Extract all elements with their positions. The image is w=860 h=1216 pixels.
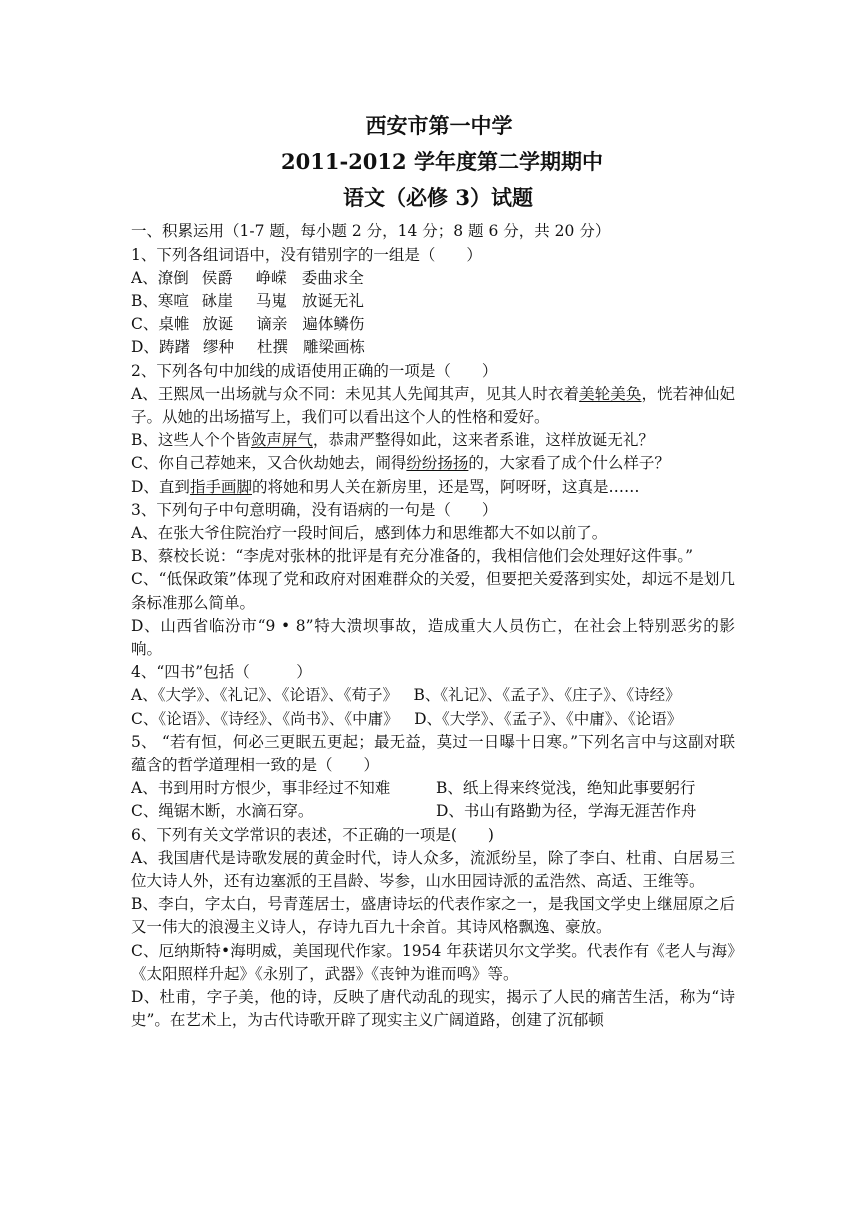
option-b: B、纸上得来终觉浅，绝知此事要躬行	[436, 779, 696, 798]
question-1-option-d	[131, 336, 735, 359]
word: 遍体鳞伤	[302, 315, 365, 334]
exam-page	[131, 108, 735, 1032]
term-title: 2011-2012 学年度第二学期期中	[281, 149, 603, 174]
underlined-idiom: 纷纷扬扬	[406, 454, 469, 473]
option-text: ，恍若神仙妃子。从她的出场描写上，我们可以看出这个人的性格和爱好。	[131, 384, 735, 426]
question-1-option-a	[131, 267, 735, 290]
option-label: A、	[131, 268, 158, 287]
word: 放诞无礼	[301, 291, 364, 310]
question-6-option-d: D、杜甫，字子美，他的诗，反映了唐代动乱的现实，揭示了人民的痛苦生活，称为“诗史”。在艺术上，为古代诗歌开辟了现实主义广阔道路，创建了沉郁顿	[131, 988, 735, 1030]
option-label: C、	[131, 315, 159, 334]
option-a: A、书到用时方恨少，事非经过不知难	[131, 779, 391, 798]
question-1-option-b	[131, 290, 735, 313]
underlined-idiom: 指手画脚	[189, 477, 252, 496]
word: 委曲求全	[301, 268, 364, 287]
option-d: D、书山有路勤为径，学海无涯苦作舟	[436, 802, 697, 821]
question-3-option-b: B、蔡校长说：“李虎对张林的批评是有充分准备的，我相信他们会处理好这件事。”	[131, 547, 693, 566]
exam-title: 语文（必修 3）试题	[343, 185, 533, 210]
option-c: C、绳锯木断，水滴石穿。	[131, 802, 314, 821]
question-2-stem: 2、下列各句中加线的成语使用正确的一项是（ ）	[131, 361, 498, 380]
word: 潦倒	[157, 268, 189, 287]
question-2-option-d	[131, 476, 735, 499]
option-label: D、	[131, 338, 159, 357]
option-label: B、	[131, 291, 158, 310]
option-d: D、《大学》、《孟子》、《中庸》、《论语》	[414, 709, 683, 728]
word: 峥嵘	[255, 268, 287, 287]
question-5-options-cd	[131, 800, 735, 823]
word: 侯爵	[201, 268, 233, 287]
word: 雕梁画栋	[302, 338, 365, 357]
question-6-option-c: C、厄纳斯特•海明威，美国现代作家。1954 年获诺贝尔文学奖。代表作有《老人与海》《太阳照样升起》《永别了，武器》《丧钟为谁而鸣》等。	[131, 941, 735, 983]
question-3-option-d: D、山西省临汾市“9 • 8”特大溃坝事故，造成重大人员伤亡，在社会上特别恶劣的影响。	[131, 616, 735, 658]
question-2-option-b	[131, 429, 735, 452]
option-text: D、直到	[131, 477, 190, 496]
option-text: 的，大家看了成个什么样子？	[468, 454, 670, 473]
option-b: B、《礼记》、《孟子》、《庄子》、《诗经》	[413, 686, 681, 705]
question-2-option-c	[131, 452, 735, 475]
question-4-options-ab	[131, 684, 735, 707]
word: 放诞	[202, 315, 234, 334]
question-6-option-a: A、我国唐代是诗歌发展的黄金时代，诗人众多，流派纷呈，除了李白、杜甫、白居易三位大诗人外，还有边塞派的王昌龄、岑参，山水田园诗派的孟浩然、高适、王维等。	[131, 848, 735, 890]
word: 砯崖	[201, 291, 233, 310]
question-3-stem: 3、下列句子中句意明确，没有语病的一句是（ ）	[131, 500, 498, 519]
option-text: 的将她和男人关在新房里，还是骂，阿呀呀，这真是……	[251, 477, 640, 496]
underlined-idiom: 敛声屏气	[250, 431, 313, 450]
word: 谪亲	[256, 315, 288, 334]
school-title: 西安市第一中学	[365, 113, 513, 138]
word: 杜撰	[256, 338, 288, 357]
option-text: C、你自己荐她来，又合伙劫她去，闹得	[131, 454, 407, 473]
underlined-idiom: 美轮美奂	[579, 384, 642, 403]
question-5-stem: 5、 “若有恒，何必三更眠五更起；最无益，莫过一日曝十日寒。”下列名言中与这副对联蕴含的哲学道理相一致的是（ ）	[131, 732, 735, 774]
option-c: C、《论语》、《诗经》、《尚书》、《中庸》	[131, 709, 399, 728]
question-4-options-cd	[131, 708, 735, 731]
question-5-options-ab	[131, 777, 735, 800]
word: 寒喧	[157, 291, 189, 310]
section-heading: 一、积累运用（1-7 题，每小题 2 分，14 分；8 题 6 分，共 20 分）	[131, 222, 611, 240]
option-a: A、《大学》、《礼记》、《论语》、《荀子》	[131, 686, 398, 705]
word: 桌帷	[158, 315, 190, 334]
question-2-option-a	[131, 383, 735, 429]
question-6-option-b: B、李白，字太白，号青莲居士，盛唐诗坛的代表作家之一，是我国文学史上继屈原之后又一伟大的浪漫主义诗人，存诗九百九十余首。其诗风格飘逸、豪放。	[131, 895, 735, 937]
question-3-option-a: A、在张大爷住院治疗一段时间后，感到体力和思维都大不如以前了。	[131, 523, 608, 542]
question-1-stem: 1、下列各组词语中，没有错别字的一组是（ ）	[131, 245, 482, 264]
question-1-option-c	[131, 313, 735, 336]
question-6-stem: 6、下列有关文学常识的表述，不正确的一项是( )	[131, 825, 494, 844]
question-4-stem: 4、“四书”包括（ ）	[131, 663, 312, 682]
option-text: ，恭肃严整得如此，这来者系谁，这样放诞无礼？	[312, 431, 654, 450]
word: 踌躇	[158, 338, 190, 357]
word: 缪种	[202, 338, 234, 357]
option-text: A、王熙凤一出场就与众不同：未见其人先闻其声，见其人时衣着	[131, 384, 580, 403]
question-3-option-c: C、“低保政策”体现了党和政府对困难群众的关爱，但要把关爱落到实处，却远不是划几条标准那么简单。	[131, 570, 735, 612]
option-text: B、这些人个个皆	[131, 431, 251, 450]
word: 马嵬	[255, 291, 287, 310]
